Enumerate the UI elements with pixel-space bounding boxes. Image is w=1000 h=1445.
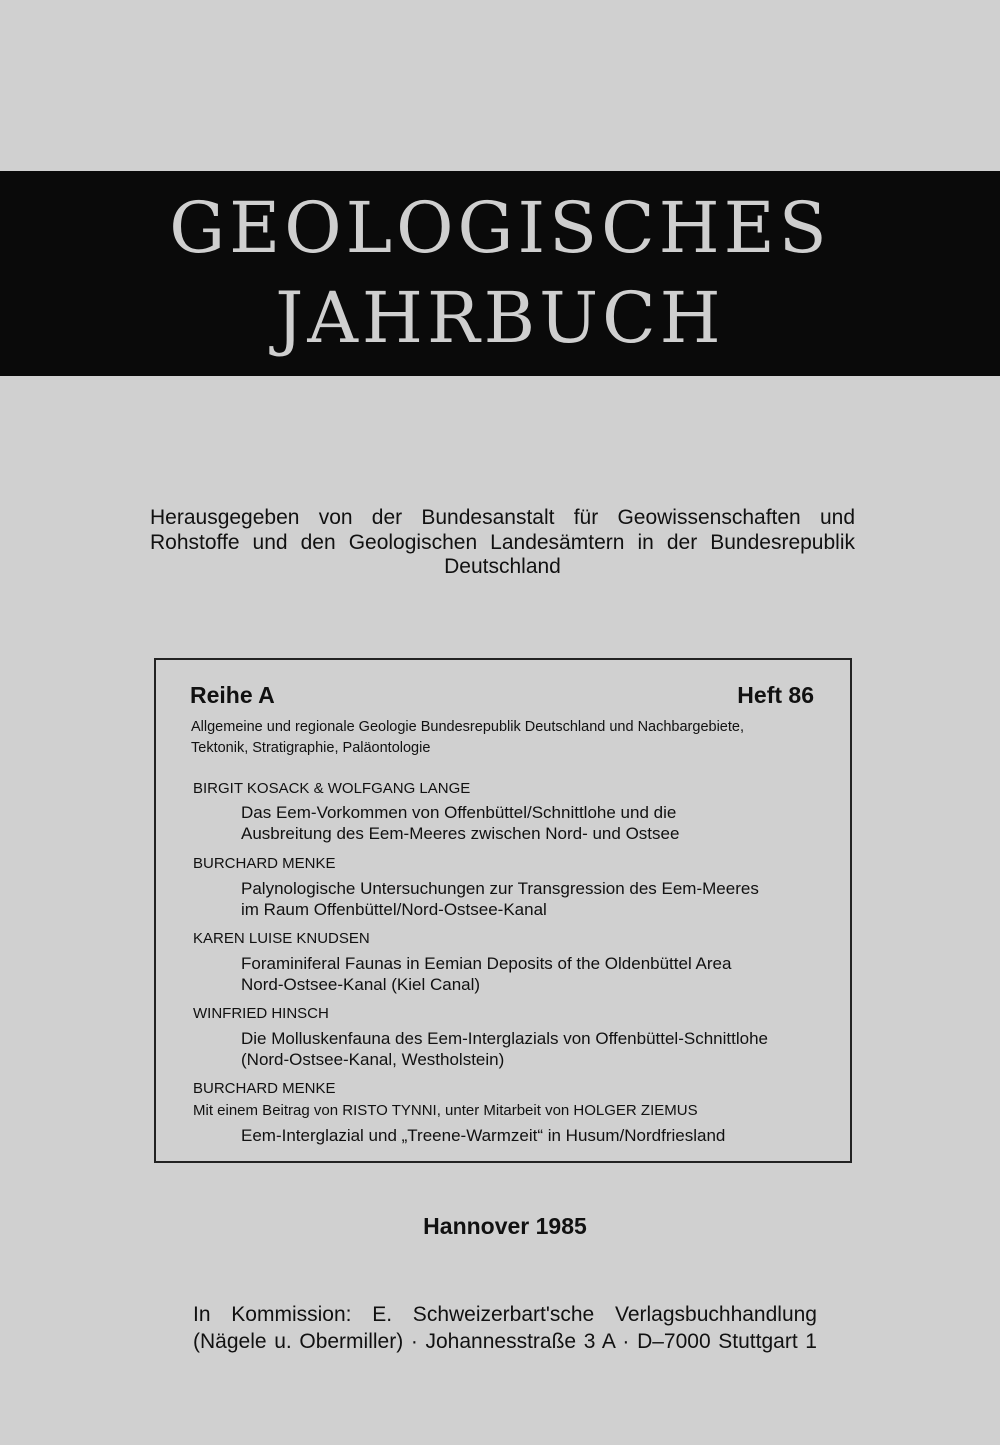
- article-title-line: Palynologische Untersuchungen zur Transgression des Eem-Meeres: [241, 879, 759, 898]
- article-title-line: Foraminiferal Faunas in Eemian Deposits of the Oldenbüttel Area: [241, 954, 732, 973]
- publisher-statement: [150, 506, 855, 580]
- subject-line: Tektonik, Stratigraphie, Paläontologie: [191, 740, 431, 756]
- article-title-line: Das Eem-Vorkommen von Offenbüttel/Schnittlohe und die: [241, 803, 677, 822]
- journal-title-line2: JAHRBUCH: [275, 277, 725, 359]
- article-authors: BURCHARD MENKE: [193, 855, 336, 872]
- place-year: Hannover 1985: [423, 1213, 587, 1239]
- article-title-line: im Raum Offenbüttel/Nord-Ostsee-Kanal: [241, 900, 547, 919]
- commission-statement: [193, 1301, 817, 1355]
- subject-description: [191, 717, 831, 759]
- article-authors: KAREN LUISE KNUDSEN: [193, 930, 370, 947]
- article-title: [241, 878, 831, 920]
- article-authors: BIRGIT KOSACK & WOLFGANG LANGE: [193, 780, 471, 797]
- article-title-line: Eem-Interglazial und „Treene-Warmzeit“ in Husum/Nordfriesland: [241, 1126, 726, 1145]
- contents-box: [154, 658, 852, 1163]
- article-authors: BURCHARD MENKE: [193, 1080, 336, 1097]
- article-authors: WINFRIED HINSCH: [193, 1005, 329, 1022]
- publisher-line: Rohstoffe und den Geologischen Landesämtern in der Bundesrepublik: [150, 530, 855, 554]
- publisher-line: Herausgegeben von der Bundesanstalt für Geowissenschaften und: [150, 506, 855, 529]
- article-contributors: Mit einem Beitrag von RISTO TYNNI, unter Mitarbeit von HOLGER ZIEMUS: [193, 1102, 698, 1119]
- publisher-line: Deutschland: [444, 555, 561, 578]
- article-title: [241, 802, 831, 844]
- commission-line: In Kommission: E. Schweizerbart'sche Verlagsbuchhandlung: [193, 1303, 817, 1326]
- article-title: [241, 953, 831, 995]
- article-title-line: Nord-Ostsee-Kanal (Kiel Canal): [241, 975, 481, 994]
- article-title: [241, 1125, 831, 1146]
- article-title: [241, 1028, 831, 1070]
- title-banner: [0, 171, 1000, 376]
- subject-line: Allgemeine und regionale Geologie Bundesrepublik Deutschland und Nachbargebiete,: [191, 719, 744, 735]
- journal-title-line1: GEOLOGISCHES: [169, 187, 831, 269]
- article-title-line: Die Molluskenfauna des Eem-Interglazials von Offenbüttel-Schnittlohe: [241, 1029, 768, 1048]
- article-title-line: Ausbreitung des Eem-Meeres zwischen Nord- und Ostsee: [241, 824, 680, 843]
- series-label: Reihe A: [190, 682, 275, 708]
- commission-line: (Nägele u. Obermiller) · Johannesstraße 3 A · D–7000 Stuttgart 1: [193, 1330, 817, 1353]
- issue-label: Heft 86: [737, 682, 814, 708]
- article-title-line: (Nord-Ostsee-Kanal, Westholstein): [241, 1050, 505, 1069]
